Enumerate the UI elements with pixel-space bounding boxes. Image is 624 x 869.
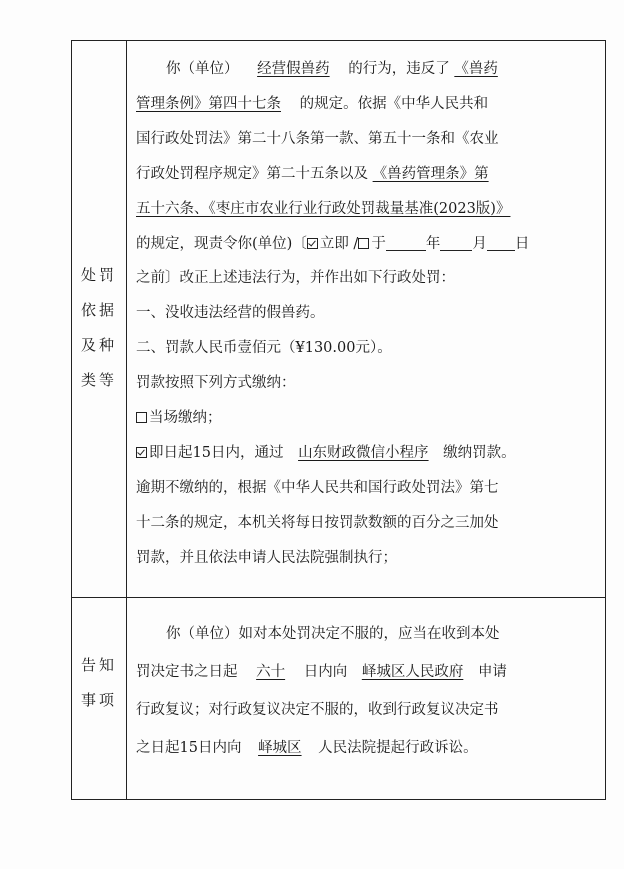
payment-method-field: 山东财政微信小程序	[298, 445, 429, 461]
text: 缴纳罚款。	[443, 445, 516, 461]
regulation-field: 《兽药管理条》第	[372, 166, 489, 182]
violation-field: 经营假兽药	[257, 61, 330, 77]
year-blank	[386, 234, 426, 251]
text: 的规定，现责令你(单位)〔	[136, 236, 307, 252]
text: 申请	[477, 664, 507, 680]
notice-line-4	[136, 731, 598, 766]
text: 罚决定书之日起	[136, 664, 238, 680]
label-line: 告知	[80, 656, 117, 674]
immediate-checkbox[interactable]	[307, 238, 318, 249]
row-divider	[71, 597, 606, 598]
label-line: 类等	[80, 371, 117, 389]
overdue-line-2: 十二条的规定，本机关将每日按罚款数额的百分之三加处	[136, 515, 499, 531]
overdue-line-3: 罚款，并且依法申请人民法院强制执行；	[136, 550, 397, 566]
penalty-item-1: 一、没收违法经营的假兽药。	[136, 305, 325, 321]
text: 年	[425, 236, 441, 252]
by-date-checkbox[interactable]	[358, 238, 369, 249]
review-authority-field: 峄城区人民政府	[361, 664, 464, 680]
label-line: 事项	[80, 691, 117, 709]
label-line: 依据	[80, 301, 117, 319]
court-field: 峄城区	[258, 740, 302, 756]
text: 的行为，违反了	[348, 61, 450, 77]
notice-label	[74, 648, 124, 718]
penalty-line-7: 之前〕改正上述违法行为，并作出如下行政处罚：	[136, 270, 455, 286]
overdue-line-1: 逾期不缴纳的，根据《中华人民共和国行政处罚法》第七	[136, 480, 499, 496]
text: 当场缴纳；	[149, 410, 222, 426]
column-divider	[126, 40, 127, 800]
penalty-line-4	[136, 157, 598, 192]
text: 月	[472, 236, 487, 252]
text: 人民法院提起行政诉讼。	[318, 740, 478, 756]
text: 于	[371, 236, 386, 252]
month-blank	[440, 234, 472, 251]
day-blank	[487, 234, 515, 251]
payment-online	[136, 436, 598, 471]
onsite-checkbox[interactable]	[136, 412, 147, 423]
penalty-line-3: 国行政处罚法》第二十八条第一款、第五十一条和《农业	[136, 131, 499, 147]
penalty-item-2: 二、罚款人民币壹佰元（¥130.00元）。	[136, 340, 392, 356]
label-line: 处罚	[80, 266, 117, 284]
online-checkbox[interactable]	[136, 447, 147, 458]
notice-line-2	[136, 655, 598, 690]
text: 的规定。依据《中华人民共和	[299, 96, 489, 112]
penalty-line-6	[136, 227, 598, 262]
text: 日	[514, 236, 530, 252]
penalty-line-2	[136, 87, 598, 122]
penalty-line-1	[136, 52, 598, 87]
text: 你（单位）	[166, 61, 239, 77]
payment-onsite	[136, 401, 598, 436]
regulation-field: 《兽药	[454, 61, 498, 77]
penalty-line-5: 五十六条、《枣庄市农业行业行政处罚裁量基准(2023版)》	[136, 201, 511, 217]
days-field: 六十	[256, 664, 286, 680]
text: 即日起15日内，通过	[149, 445, 284, 461]
text: 日内向	[303, 664, 348, 680]
regulation-field: 管理条例》第四十七条	[136, 96, 281, 112]
text: 立即 /	[319, 236, 359, 252]
payment-title: 罚款按照下列方式缴纳：	[136, 375, 296, 391]
text: 行政处罚程序规定》第二十五条以及	[136, 166, 368, 182]
penalty-basis-label	[74, 258, 124, 398]
notice-line-3: 行政复议；对行政复议决定不服的，收到行政复议决定书	[136, 702, 499, 718]
notice-line-1: 你（单位）如对本处罚决定不服的，应当在收到本处	[166, 626, 500, 642]
label-line: 及种	[80, 336, 117, 354]
text: 之日起15日内向	[136, 740, 242, 756]
